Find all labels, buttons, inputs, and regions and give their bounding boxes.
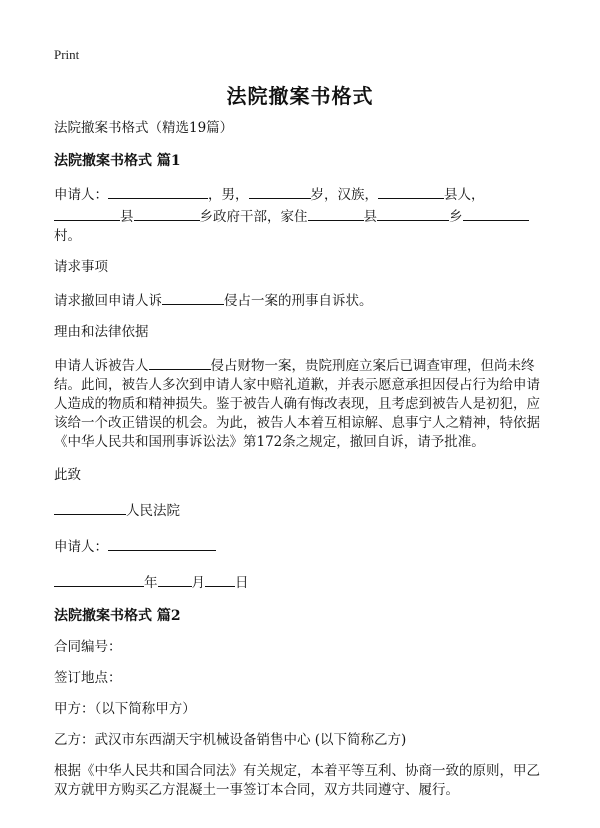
applicant-label: 申请人： (54, 187, 108, 203)
court-line (54, 499, 554, 521)
date-line (54, 571, 554, 593)
closing: 此致 (54, 467, 81, 483)
address-township-blank (134, 205, 200, 221)
reason-line-3: 人造成的物质和精神损失。鉴于被告人确有悔改表现，且考虑到被告人是初犯，应 (54, 396, 540, 412)
name-blank (108, 183, 208, 199)
court-text: 人民法院 (126, 503, 180, 519)
village-line: 村。 (54, 228, 81, 244)
section-heading-2: 法院撤案书格式 篇2 (54, 608, 181, 624)
signature-line (54, 535, 554, 557)
village-blank (463, 205, 529, 221)
reason-l1-after: 侵占财物一案，贵院刑庭立案后已调查审理，但尚未终 (210, 358, 535, 374)
contract-paragraph (54, 762, 554, 800)
defendant-blank (162, 289, 224, 305)
reason-defendant-blank (149, 354, 211, 370)
age-blank (249, 183, 311, 199)
page-title: 法院撤案书格式 (226, 84, 374, 108)
day-blank (205, 571, 235, 587)
applicant-line (54, 183, 554, 205)
day-text: 日 (235, 575, 249, 591)
address-county-text: 县 (120, 209, 134, 225)
county-blank (378, 183, 444, 199)
home-county-blank (308, 205, 364, 221)
applicant-info (54, 183, 554, 246)
home-township-text: 乡 (449, 209, 463, 225)
gender-text: ，男， (208, 187, 249, 203)
court-blank (54, 499, 126, 515)
address-line (54, 205, 554, 227)
contract-number: 合同编号： (54, 639, 122, 655)
request-heading: 请求事项 (54, 259, 108, 275)
party-b: 乙方：武汉市东西湖天宇机械设备销售中心 (以下简称乙方) (54, 732, 407, 748)
request-text-before: 请求撤回申请人诉 (54, 293, 162, 309)
signature-blank (108, 535, 216, 551)
contract-line-2: 双方就甲方购买乙方混凝土一事签订本合同，双方共同遵守、履行。 (54, 782, 459, 798)
home-township-blank (377, 205, 449, 221)
section-heading-1: 法院撤案书格式 篇1 (54, 153, 181, 169)
month-blank (158, 571, 192, 587)
month-text: 月 (191, 575, 205, 591)
county-text: 县人， (444, 187, 485, 203)
print-link[interactable]: Print (54, 47, 80, 62)
reason-line-1 (54, 354, 554, 376)
reason-line-4: 该给一个改正错误的机会。为此，被告人本着互相谅解、息事宁人之精神，特依据 (54, 415, 540, 431)
reason-l1-before: 申请人诉被告人 (54, 358, 149, 374)
document-body (54, 116, 554, 800)
document-subtitle: 法院撤案书格式（精选19篇） (54, 120, 234, 136)
reason-line-5: 《中华人民共和国刑事诉讼法》第172条之规定，撤回自诉，请予批准。 (54, 434, 485, 450)
sign-place: 签订地点： (54, 670, 122, 686)
reason-paragraph (54, 354, 554, 452)
signature-label: 申请人： (54, 539, 108, 555)
party-a: 甲方：（以下简称甲方） (54, 701, 196, 717)
reason-heading: 理由和法律依据 (54, 324, 149, 340)
address-official-text: 乡政府干部，家住 (199, 209, 308, 225)
request-text-after: 侵占一案的刑事自诉状。 (224, 293, 373, 309)
address-county-blank (54, 205, 120, 221)
year-text: 年 (144, 575, 158, 591)
contract-line-1: 根据《中华人民共和国合同法》有关规定，本着平等互利、协商一致的原则，甲乙 (54, 763, 540, 779)
year-blank (54, 571, 144, 587)
request-text (54, 289, 554, 311)
reason-line-2: 结。此间，被告人多次到申请人家中赔礼道歉，并表示愿意承担因侵占行为给申请 (54, 377, 540, 393)
home-county-text: 县 (363, 209, 377, 225)
age-text: 岁，汉族， (310, 187, 378, 203)
